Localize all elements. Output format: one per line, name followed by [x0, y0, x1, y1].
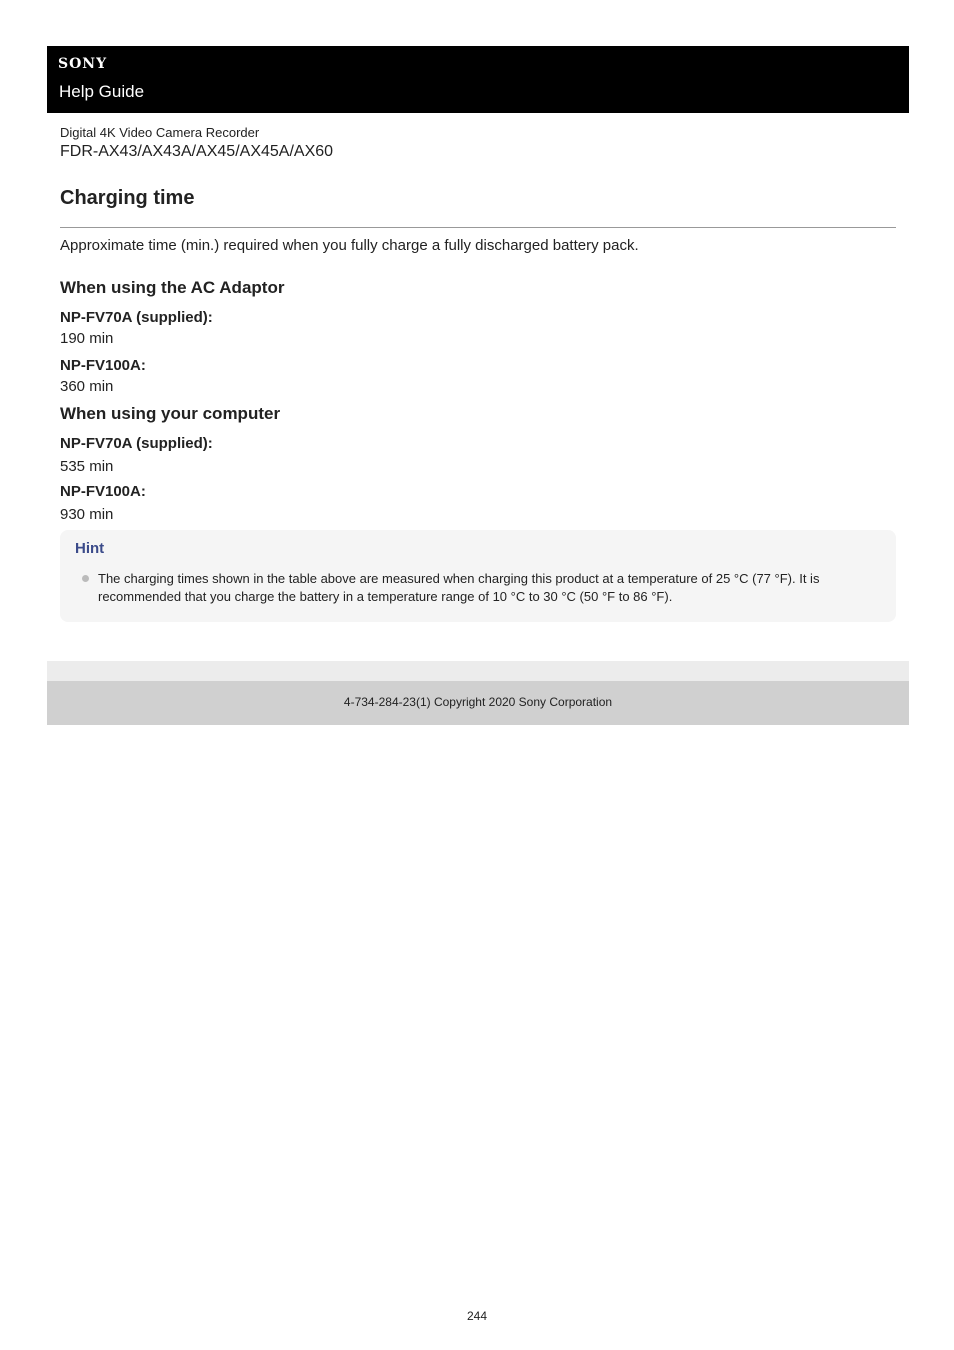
page-title: Charging time — [60, 187, 195, 209]
battery-name: NP-FV70A (supplied): — [60, 309, 213, 326]
bullet-icon — [82, 575, 89, 582]
section-heading-ac-adaptor: When using the AC Adaptor — [60, 278, 285, 297]
battery-name: NP-FV70A (supplied): — [60, 435, 213, 452]
charging-time-value: 360 min — [60, 378, 114, 395]
sony-logo: SONY — [58, 56, 108, 72]
footer — [47, 681, 909, 725]
hint-text: The charging times shown in the table above are measured when charging this product at a temperature of 25 °C (77 °F). It is recommended that you charge the battery in a temperature range of 10 °C to 30 °C (50 °F to 86 °F). — [98, 571, 820, 604]
product-type: Digital 4K Video Camera Recorder — [60, 125, 260, 140]
copyright-text: 4-734-284-23(1) Copyright 2020 Sony Corporation — [343, 695, 613, 709]
charging-time-value: 930 min — [60, 506, 114, 523]
battery-name: NP-FV100A: — [60, 357, 146, 374]
section-heading-computer: When using your computer — [60, 404, 281, 423]
charging-time-value: 190 min — [60, 330, 114, 347]
intro-text: Approximate time (min.) required when you fully charge a fully discharged battery pack. — [60, 237, 639, 254]
hint-box — [60, 530, 896, 622]
footer-band — [47, 661, 909, 681]
battery-name: NP-FV100A: — [60, 483, 146, 500]
model-name: FDR-AX43/AX43A/AX45/AX45A/AX60 — [60, 143, 334, 160]
charging-time-value: 535 min — [60, 458, 114, 475]
page-number: 244 — [466, 1309, 488, 1323]
header-bar — [47, 46, 909, 113]
help-guide-title: Help Guide — [59, 82, 145, 101]
hint-label: Hint — [75, 540, 105, 557]
title-divider — [60, 227, 896, 228]
